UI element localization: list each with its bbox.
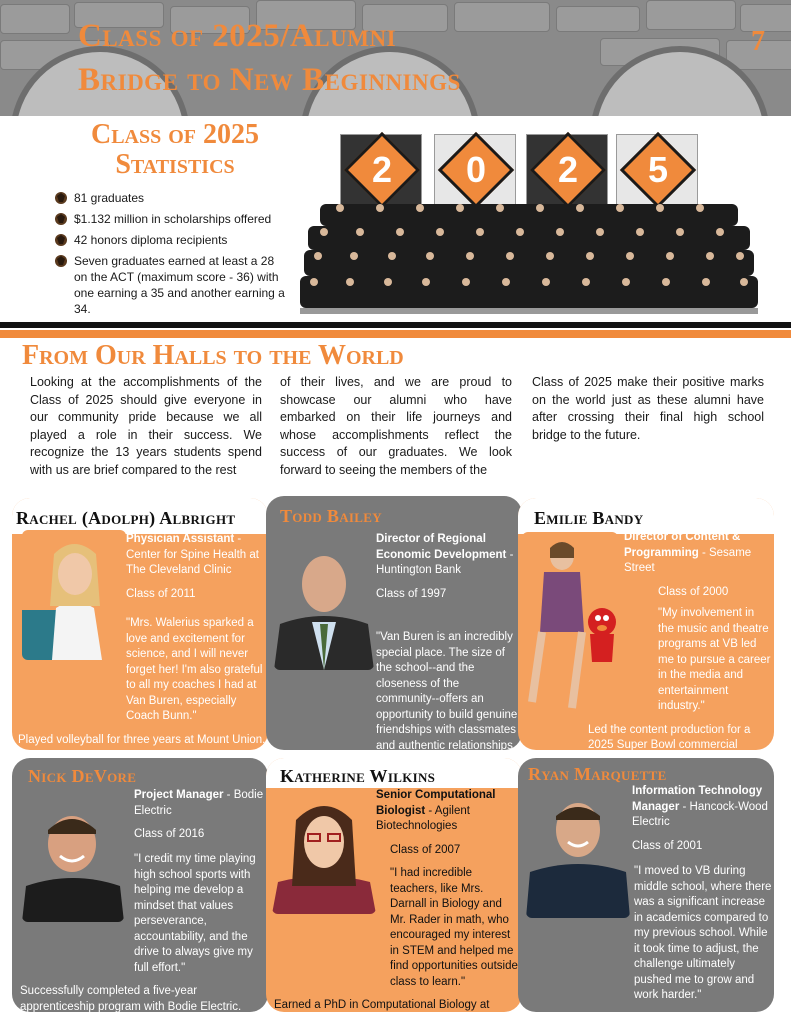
- alumni-org: - Sesame Street: [624, 546, 752, 574]
- mascot-head-icon: [54, 191, 68, 205]
- stats-item: 81 graduates: [54, 190, 290, 206]
- alumni-org: - Hancock-Wood Electric: [632, 800, 768, 828]
- alumni-name: Nick DeVore: [28, 766, 137, 786]
- alumni-name: Ryan Marquette: [528, 764, 667, 784]
- alumni-class: Class of 2011: [126, 587, 196, 600]
- stats-list: [54, 190, 290, 322]
- stats-item: $1.132 million in scholarships offered: [54, 211, 290, 227]
- flag-digit: 2: [526, 134, 608, 206]
- flag-digit: 2: [340, 134, 422, 206]
- divider: [0, 330, 791, 338]
- alumni-quote: "I had incredible teachers, like Mrs. Darnall in Biology and Mr. Rader in math, who encouraged my interest in STEM and helped me find opportunities outside class to learn.": [390, 867, 518, 988]
- page-number: 7: [751, 26, 765, 57]
- alumni-role: Project Manager: [134, 789, 224, 801]
- alumni-name: Rachel (Adolph) Albright: [16, 508, 236, 528]
- mascot-head-icon: [54, 254, 68, 268]
- alumni-class: Class of 2016: [134, 828, 205, 840]
- alumni-card: [12, 498, 268, 750]
- alumni-org: - Center for Spine Health at The Cleveland Clinic: [126, 533, 259, 576]
- alumni-card: [12, 758, 268, 1012]
- alumni-extra: Played volleyball for three years at Mount Union.: [18, 733, 266, 746]
- alumni-quote: "I credit my time playing high school sports with helping me develop a mindset that values perseverance, accountability, and the drive to always give my full effort.": [134, 853, 256, 974]
- alumni-quote: "Mrs. Walerius sparked a love and excitement for science, and I will never forget her! I'm also grateful to all my coaches I had at Van Buren, especially Coach Bunn.": [126, 617, 263, 722]
- alumni-extra: [528, 1012, 772, 1013]
- stats-title-line1: Class of 2025: [90, 119, 260, 150]
- flag-digit: 5: [616, 134, 698, 206]
- alumni-class: Class of 2000: [658, 585, 729, 598]
- alumni-extra: Led the content production for a 2025 Super Bowl commercial: [588, 723, 751, 750]
- header-title-line1: Class of 2025/Alumni: [78, 18, 397, 54]
- header-title-line2: Bridge to New Beginnings: [78, 62, 461, 98]
- intro-column-2: of their lives, and we are proud to showcase our alumni who have embarked on their life journeys and whose accomplishments reflect the success of our graduates. We look forward to seeing the members of the: [280, 375, 512, 477]
- alumni-card: [518, 758, 774, 1012]
- header-banner: [0, 0, 791, 116]
- alumni-quote: "My involvement in the music and theatre programs at VB led me to pursue a career in the media and entertainment industry.": [658, 607, 771, 712]
- alumni-card: [518, 498, 774, 750]
- alumni-class: Class of 2007: [390, 843, 461, 856]
- stats-item: Seven graduates earned at least a 28 on the ACT (maximum score - 36) with one earning a 35 and another earning a 34.: [54, 253, 290, 317]
- section-title: From Our Halls to the World: [22, 340, 404, 371]
- mascot-head-icon: [54, 212, 68, 226]
- mascot-head-icon: [54, 233, 68, 247]
- alumni-class: Class of 1997: [376, 587, 447, 600]
- alumni-quote: "I moved to VB during middle school, where there was a significant increase in academics compared to my previous school. While it took time to adjust, the challenge ultimately pushed me to grow and work harder.": [634, 865, 772, 1001]
- class-photo: [300, 134, 758, 314]
- stats-item: 42 honors diploma recipients: [54, 232, 290, 248]
- alumni-extra: Earned a PhD in Computational Biology at: [274, 999, 490, 1011]
- alumni-role: Senior Computational Biologist: [376, 789, 496, 817]
- alumni-role: Director of Content & Programming: [624, 531, 741, 559]
- alumni-name: Emilie Bandy: [534, 508, 644, 528]
- alumni-role: Information Technology Manager: [632, 785, 763, 813]
- alumni-card: [266, 758, 522, 1012]
- alumni-card: [266, 496, 522, 750]
- alumni-quote: "Van Buren is an incredibly special place. The size of the school--and the closeness of the community--offers an opportunity to build genuine friendships with classmates and authentic relationships: [376, 631, 518, 750]
- alumni-class: Class of 2001: [632, 839, 703, 852]
- alumni-role: Director of Regional Economic Development: [376, 533, 507, 561]
- stats-title: [60, 120, 290, 180]
- alumni-org: - Bodie Electric: [134, 789, 264, 817]
- alumni-name: Katherine Wilkins: [280, 766, 436, 786]
- alumni-org: - Agilent Biotechnologies: [376, 804, 470, 832]
- alumni-org: - Huntington Bank: [376, 548, 514, 576]
- flag-digit: 0: [434, 134, 516, 206]
- alumni-name: Todd Bailey: [280, 506, 382, 526]
- intro-column-3: Class of 2025 make their positive marks on the world just as these alumni have after crossing their final high school bridge to the future.: [532, 375, 764, 442]
- graduates-group-image: [300, 196, 758, 314]
- stats-title-line2: Statistics: [115, 149, 235, 180]
- alumni-extra: Successfully completed a five-year apprenticeship program with Bodie Electric.: [20, 985, 242, 1012]
- intro-column-1: Looking at the accomplishments of the Class of 2025 should give everyone in our community pride because we all played a role in their success. We recognize the 13 years students spend with us are brief compared to the rest: [30, 375, 262, 477]
- alumni-role: Physician Assistant: [126, 533, 235, 545]
